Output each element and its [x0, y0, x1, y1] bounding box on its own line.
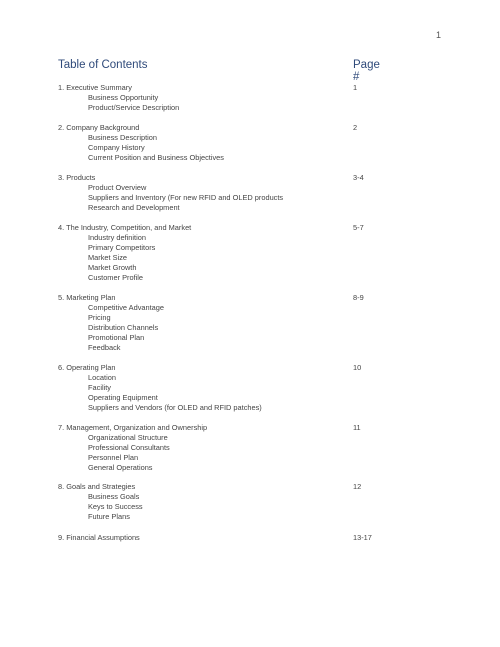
- toc-sub-item: Business Description: [88, 133, 158, 142]
- toc-sub-item: Distribution Channels: [88, 323, 159, 332]
- toc-section-heading: [58, 223, 388, 233]
- toc-sub-item: Market Size: [88, 253, 128, 262]
- toc-section: [58, 482, 388, 522]
- toc-sub-item: Research and Development: [88, 203, 180, 212]
- page-number: 1: [436, 30, 442, 40]
- toc-sub-item: Business Goals: [88, 492, 140, 501]
- toc-section-title: 6. Operating Plan: [58, 363, 116, 372]
- toc-section: [58, 363, 388, 413]
- toc-section: [58, 423, 388, 473]
- toc-section-page: 10: [353, 363, 362, 372]
- toc-sub-item: Pricing: [88, 313, 111, 322]
- toc-sub-item: Suppliers and Vendors (for OLED and RFID patches): [88, 403, 262, 412]
- toc-sub-item: Customer Profile: [88, 273, 144, 282]
- toc-section-heading: [58, 363, 388, 373]
- toc-sub-item: Operating Equipment: [88, 393, 158, 402]
- toc-sub-item: Product Overview: [88, 183, 147, 192]
- toc-sub-item: Competitive Advantage: [88, 303, 165, 312]
- toc-sub-item: Feedback: [88, 343, 121, 352]
- toc-section: [58, 173, 388, 213]
- toc-sub-item: Facility: [88, 383, 111, 392]
- toc-sub-item: Personnel Plan: [88, 453, 139, 462]
- toc-section-page: 8-9: [353, 293, 364, 302]
- toc-section-heading: [58, 83, 388, 93]
- toc-sub-item: Suppliers and Inventory (For new RFID and OLED products: [88, 193, 284, 202]
- toc-section-page: 3-4: [353, 173, 364, 182]
- toc-sub-item: Product/Service Description: [88, 103, 180, 112]
- toc-section-heading: [58, 293, 388, 303]
- toc-sub-item: Business Opportunity: [88, 93, 159, 102]
- toc-sub-item: General Operations: [88, 463, 153, 472]
- toc-section: [58, 293, 388, 353]
- toc-section-title: 4. The Industry, Competition, and Market: [58, 223, 192, 232]
- toc-sub-item: Market Growth: [88, 263, 137, 272]
- toc-section-heading: [58, 423, 388, 433]
- toc-section-title: 1. Executive Summary: [58, 83, 132, 92]
- toc-sub-item: Location: [88, 373, 116, 382]
- toc-section-heading: [58, 123, 388, 133]
- toc-section: [58, 223, 388, 283]
- toc-section: [58, 123, 388, 163]
- toc-section-title: 7. Management, Organization and Ownership: [58, 423, 208, 432]
- toc-sub-item: Keys to Success: [88, 502, 143, 511]
- toc-section: [58, 83, 388, 113]
- toc-section-title: 2. Company Background: [58, 123, 140, 132]
- toc-sub-item: Promotional Plan: [88, 333, 145, 342]
- toc-section-page: 2: [353, 123, 358, 132]
- toc-sub-item: Current Position and Business Objectives: [88, 153, 224, 162]
- toc-sub-item: Future Plans: [88, 512, 130, 521]
- toc-sub-item: Organizational Structure: [88, 433, 168, 442]
- toc-section-page: 1: [353, 83, 358, 92]
- toc-section-page: 11: [353, 423, 361, 432]
- toc-section-page: 13-17: [353, 533, 372, 542]
- toc-sub-item: Company History: [88, 143, 145, 152]
- toc-section-title: 5. Marketing Plan: [58, 293, 116, 302]
- toc-page-column-heading: Page #: [353, 59, 380, 83]
- toc-section-title: 3. Products: [58, 173, 96, 182]
- toc-title: Table of Contents: [58, 59, 148, 71]
- toc-sub-item: Professional Consultants: [88, 443, 170, 452]
- toc-section-heading: [58, 533, 388, 543]
- toc-sub-item: Primary Competitors: [88, 243, 156, 252]
- toc-sub-item: Industry definition: [88, 233, 146, 242]
- toc-section-heading: [58, 482, 388, 492]
- toc-section-title: 8. Goals and Strategies: [58, 482, 136, 491]
- toc-section-page: 5-7: [353, 223, 364, 232]
- toc-section-page: 12: [353, 482, 362, 491]
- toc-section-title: 9. Financial Assumptions: [58, 533, 140, 542]
- toc-section-heading: [58, 173, 388, 183]
- toc-section: [58, 533, 388, 543]
